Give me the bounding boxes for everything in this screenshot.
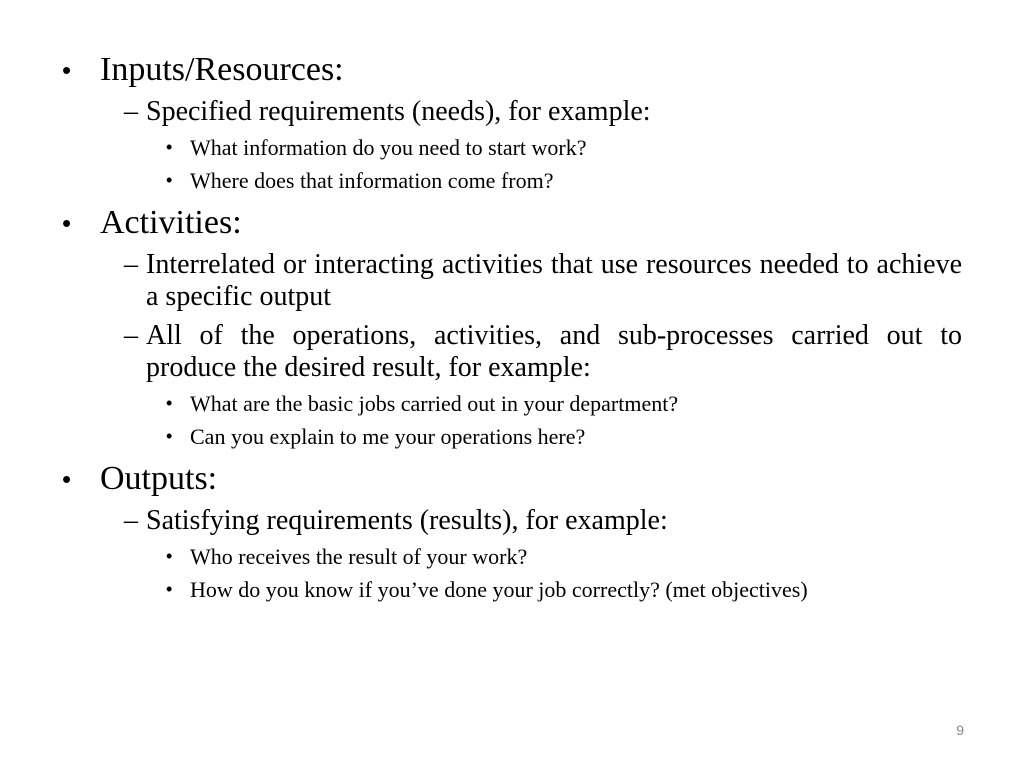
- sub-sub-bullet: [166, 390, 962, 417]
- bullet-dot-icon: •: [166, 426, 173, 446]
- bullet-dot-icon: •: [166, 137, 173, 157]
- sub-sub-bullet-text: Where does that information come from?: [190, 168, 554, 193]
- sub-bullet: [124, 249, 962, 313]
- bullet-activities: [62, 203, 962, 243]
- sub-sub-bullet-text: What information do you need to start work?: [190, 135, 587, 160]
- sub-sub-bullet: [166, 134, 962, 161]
- sub-bullet-text: Satisfying requirements (results), for example:: [146, 505, 668, 536]
- page-number: 9: [956, 722, 964, 738]
- bullet-dot-icon: •: [62, 208, 72, 238]
- sub-sub-bullet-text: Who receives the result of your work?: [190, 544, 528, 569]
- dash-icon: –: [124, 96, 138, 127]
- sub-bullet: [124, 320, 962, 384]
- heading-activities: Activities:: [100, 204, 242, 241]
- sub-bullet: [124, 505, 962, 537]
- dash-icon: –: [124, 505, 138, 536]
- bullet-dot-icon: •: [166, 170, 173, 190]
- bullet-dot-icon: •: [166, 393, 173, 413]
- heading-outputs: Outputs:: [100, 460, 218, 497]
- sub-bullet-text: Interrelated or interacting activities that use resources needed to achieve a specific output: [146, 249, 962, 312]
- sub-sub-bullet: [166, 167, 962, 194]
- sub-sub-bullet: [166, 543, 962, 570]
- sub-bullet: [124, 96, 962, 128]
- sub-bullet-text: Specified requirements (needs), for example:: [146, 96, 651, 127]
- heading-inputs-resources: Inputs/Resources:: [100, 51, 344, 88]
- sub-sub-bullet: [166, 576, 962, 603]
- bullet-dot-icon: •: [166, 546, 173, 566]
- sub-sub-bullet: [166, 423, 962, 450]
- bullet-dot-icon: •: [62, 464, 72, 494]
- slide-content: [62, 50, 962, 603]
- bullet-dot-icon: •: [62, 55, 72, 85]
- sub-sub-bullet-text: How do you know if you’ve done your job correctly? (met objectives): [190, 577, 808, 602]
- dash-icon: –: [124, 320, 138, 351]
- sub-bullet-text: All of the operations, activities, and sub-processes carried out to produce the desired result, for example:: [146, 320, 962, 383]
- bullet-outputs: [62, 459, 962, 499]
- dash-icon: –: [124, 249, 138, 280]
- bullet-dot-icon: •: [166, 579, 173, 599]
- sub-sub-bullet-text: Can you explain to me your operations here?: [190, 424, 586, 449]
- sub-sub-bullet-text: What are the basic jobs carried out in your department?: [190, 391, 679, 416]
- bullet-inputs-resources: [62, 50, 962, 90]
